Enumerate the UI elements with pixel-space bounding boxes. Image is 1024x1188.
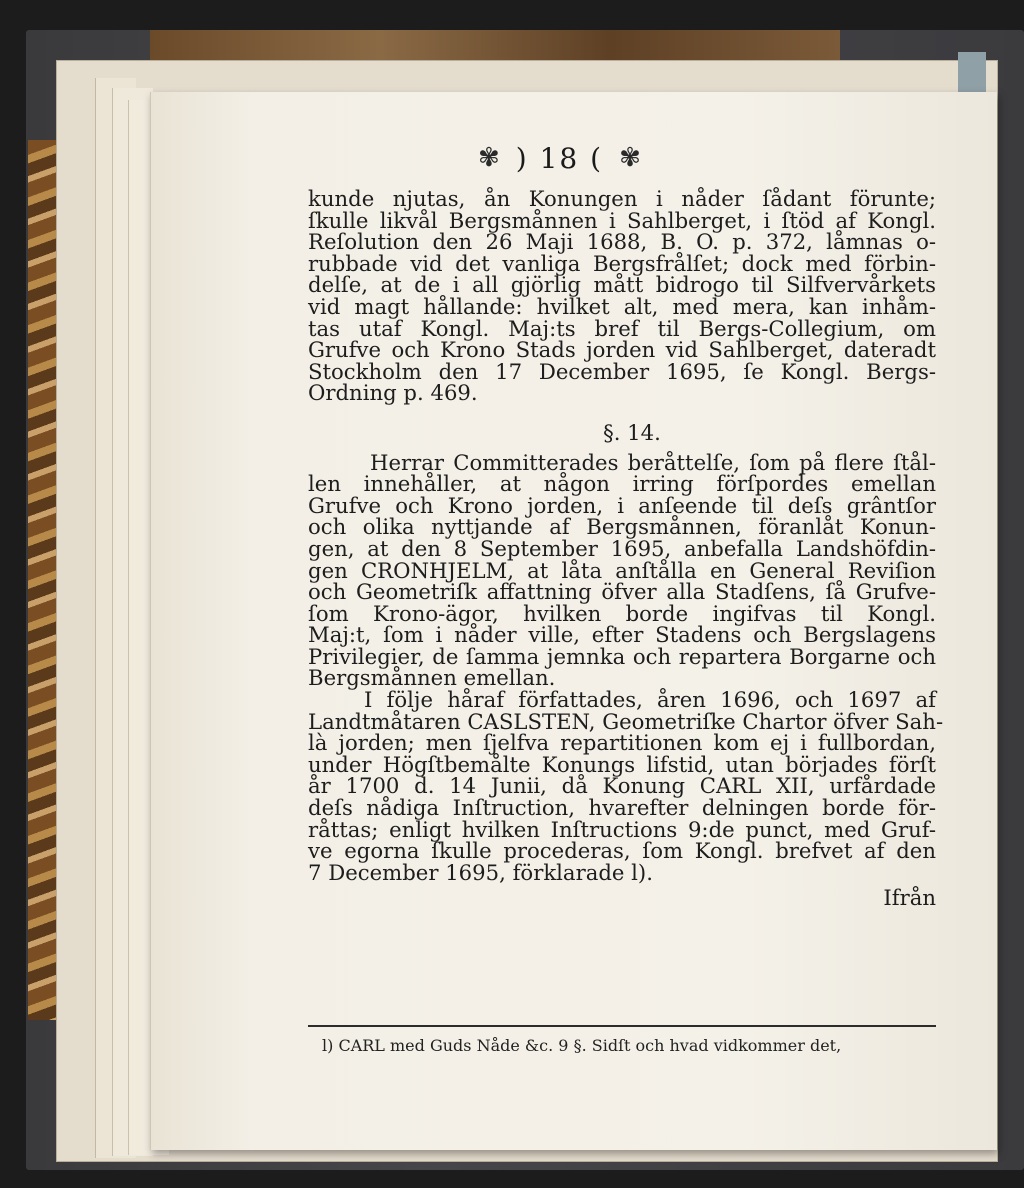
text-line: Bergsmånnen emellan. bbox=[308, 665, 556, 691]
text-line: och olika nyttjande af Bergsmånnen, föranlåt Konun- bbox=[308, 514, 936, 540]
running-head bbox=[478, 140, 778, 176]
text-line: Maj:t, ſom i nåder ville, efter Stadens och Bergslagens bbox=[308, 622, 936, 648]
text-line: råttas; enligt hvilken Inſtructions 9:de punct, med Gruf- bbox=[308, 816, 936, 842]
text-line: Grufve och Krono Stads jorden vid Sahlberget, dateradt bbox=[308, 337, 936, 363]
text-line: ve egorna ſkulle procederas, ſom Kongl. brefvet af den bbox=[308, 838, 936, 864]
text-line: Privilegier, de ſamma jemnka och repartera Borgarne och bbox=[308, 643, 936, 669]
ornament-left-icon: ✾ bbox=[478, 143, 500, 173]
text-line: Landtmåtaren CASLSTEN, Geometriſke Chartor öfver Sah- bbox=[308, 708, 944, 734]
text-line: deſs nådiga Inſtruction, hvarefter delningen borde för- bbox=[308, 795, 936, 821]
text-line: Herrar Committerades beråttelſe, ſom på flere ſtål- bbox=[370, 449, 936, 475]
text-line: 7 December 1695, förklarade l). bbox=[308, 859, 653, 885]
text-line: år 1700 d. 14 Junii, då Konung CARL XII, urfårdade bbox=[308, 773, 936, 799]
section-heading: §. 14. bbox=[603, 419, 661, 445]
page-body bbox=[308, 186, 944, 911]
text-line: gen, at den 8 September 1695, anbefalla Landshöfdin- bbox=[308, 535, 936, 561]
ornament-right-icon: ✾ bbox=[619, 143, 641, 173]
footnote: l) CARL med Guds Nåde &c. 9 §. Sidſt och hvad vidkommer det, bbox=[322, 1036, 842, 1055]
text-line: Stockholm den 17 December 1695, ſe Kongl. Bergs- bbox=[308, 358, 936, 384]
text-line: delſe, at de i all gjörlig mått bidrogo til Silfvervårkets bbox=[308, 272, 936, 298]
text-line: tas utaf Kongl. Maj:ts bref til Bergs-Collegium, om bbox=[308, 315, 936, 341]
text-line: Reſolution den 26 Maji 1688, B. O. p. 372, låmnas o- bbox=[308, 229, 936, 255]
cover-leather-edge bbox=[150, 30, 840, 60]
text-line: Grufve och Krono jorden, i anſeende til deſs grântſor bbox=[308, 492, 936, 518]
text-line: I följe håraf författades, åren 1696, och 1697 af bbox=[364, 687, 936, 713]
catchword: Ifrån bbox=[883, 885, 936, 911]
text-line: och Geometriſk affattning öfver alla Stadſens, ſå Grufve- bbox=[308, 579, 936, 605]
text-line: rubbade vid det vanliga Bergsfrålſet; dock med förbin- bbox=[308, 250, 936, 276]
text-line: ſom Krono-ägor, hvilken borde ingifvas til Kongl. bbox=[308, 600, 936, 626]
text-line: under Högſtbemålte Konungs lifstid, utan börjades förſt bbox=[308, 751, 936, 777]
page-number: ) 18 ( bbox=[515, 141, 604, 175]
text-line: kunde njutas, ån Konungen i nåder ſådant förunte; bbox=[308, 186, 936, 211]
bookmark-tab bbox=[958, 52, 986, 96]
text-line: ſkulle likvål Bergsmånnen i Sahlberget, i ſtöd af Kongl. bbox=[308, 207, 936, 233]
text-line: vid magt hållande: hvilket alt, med mera, kan inhåm- bbox=[308, 293, 936, 319]
text-line: gen CRONHJELM, at låta anſtålla en General Reviſion bbox=[308, 557, 936, 583]
footnote-rule bbox=[308, 1025, 936, 1027]
text-line: Ordning p. 469. bbox=[308, 380, 478, 406]
text-line: là jorden; men ſjelfva repartitionen kom ej i fullbordan, bbox=[308, 730, 936, 756]
text-line: len innehåller, at någon irring förſpordes emellan bbox=[308, 471, 936, 497]
